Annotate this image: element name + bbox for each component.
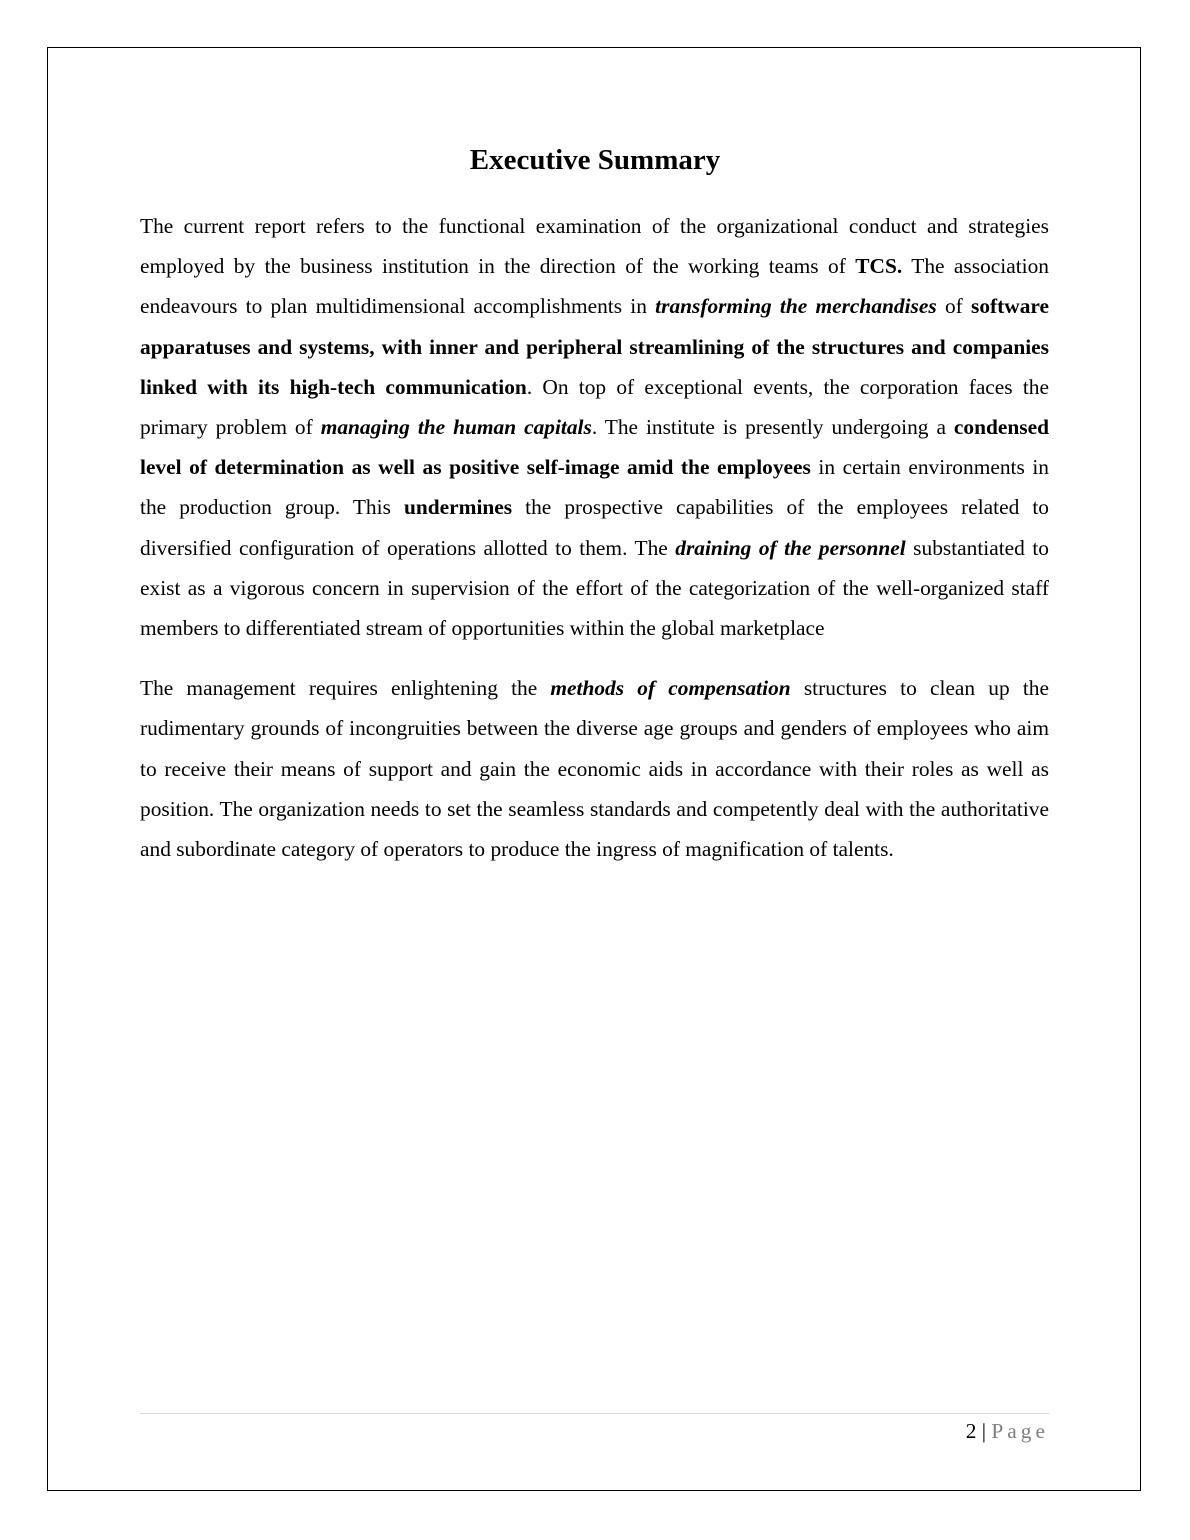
page-separator: | xyxy=(976,1419,992,1443)
p1-text-2: The association endeavours to plan multidimensional accomplishments in xyxy=(140,254,1049,319)
p2-text-1: The management requires enlightening the xyxy=(140,676,551,701)
p1-emphasis-1: transforming the merchandises xyxy=(655,294,937,319)
p1-company-name: TCS. xyxy=(855,254,903,279)
p1-text-6: in certain environments in the production group. This xyxy=(140,455,1049,520)
p1-text-7: the prospective capabilities of the employees related to diversified configuration of operations allotted to them. The xyxy=(140,495,1049,560)
p1-bold-2: condensed level of determination as well as positive self-image amid the employees xyxy=(140,415,1049,480)
p1-emphasis-3: draining of the personnel xyxy=(675,535,906,560)
p1-text-5: . The institute is presently undergoing a xyxy=(591,415,954,440)
p1-text-8: substantiated to exist as a vigorous concern in supervision of the effort of the categorization of the well-organized staff members to differentiated stream of opportunities within the global marketplace xyxy=(140,535,1049,641)
p1-emphasis-2: managing the human capitals xyxy=(320,415,592,440)
p1-text-3: of xyxy=(936,294,971,319)
page-footer xyxy=(140,1416,1049,1446)
paragraph-1 xyxy=(140,206,1049,648)
p1-text-4: . On top of exceptional events, the corporation faces the primary problem of xyxy=(140,374,1049,440)
p2-emphasis-1: methods of compensation xyxy=(550,676,791,701)
page-number: 2 xyxy=(965,1419,977,1443)
p1-bold-1: software apparatuses and systems, with inner and peripheral streamlining of the structures and companies linked with its high-tech communication xyxy=(140,294,1050,399)
paragraph-2 xyxy=(140,668,1049,869)
page-label: Page xyxy=(991,1419,1049,1443)
p1-text-1: The current report refers to the functional examination of the organizational conduct and strategies employed by the business institution in the direction of the working teams of xyxy=(140,214,1049,279)
p2-text-2: structures to clean up the rudimentary grounds of incongruities between the diverse age groups and genders of employees who aim to receive their means of support and gain the economic aids in accordance with their roles as well as position. The organization needs to set the seamless standards and competently deal with the authoritative and subordinate category of operators to produce the ingress of magnification of talents. xyxy=(140,676,1049,862)
footer-divider xyxy=(140,1413,1049,1414)
p1-bold-3: undermines xyxy=(403,495,513,520)
page-title: Executive Summary xyxy=(469,144,721,176)
document-body xyxy=(140,206,1049,889)
